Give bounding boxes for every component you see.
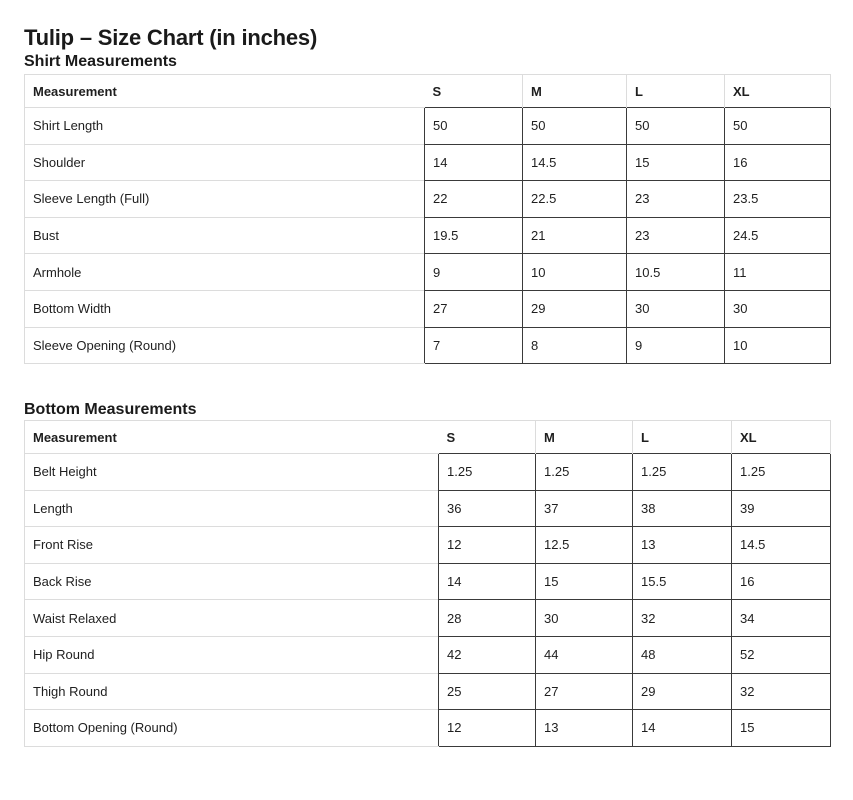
- table-row: [25, 600, 831, 637]
- measurement-value: 15: [536, 563, 633, 600]
- table-row: [25, 254, 831, 291]
- page-title: Tulip – Size Chart (in inches): [24, 25, 318, 50]
- measurement-value: 14.5: [732, 527, 831, 564]
- measurement-value: 32: [732, 673, 831, 710]
- table-row: [25, 673, 831, 710]
- measurement-label: Belt Height: [25, 454, 439, 491]
- measurement-value: 1.25: [633, 454, 732, 491]
- measurement-value: 30: [725, 290, 831, 327]
- column-header-xl: XL: [725, 75, 831, 108]
- measurement-value: 10: [523, 254, 627, 291]
- measurement-value: 16: [725, 144, 831, 181]
- measurement-value: 44: [536, 636, 633, 673]
- table-row: [25, 327, 831, 364]
- column-header-m: M: [536, 421, 633, 454]
- measurement-value: 15.5: [633, 563, 732, 600]
- measurement-value: 30: [627, 290, 725, 327]
- measurement-value: 8: [523, 327, 627, 364]
- measurement-label: Bottom Opening (Round): [25, 710, 439, 747]
- column-header-measurement: Measurement: [25, 75, 425, 108]
- measurement-value: 12: [439, 527, 536, 564]
- measurement-label: Bust: [25, 217, 425, 254]
- table-row: [25, 181, 831, 218]
- measurement-label: Length: [25, 490, 439, 527]
- measurement-value: 30: [536, 600, 633, 637]
- measurement-value: 42: [439, 636, 536, 673]
- measurement-value: 36: [439, 490, 536, 527]
- measurement-value: 1.25: [439, 454, 536, 491]
- measurement-value: 10.5: [627, 254, 725, 291]
- measurement-value: 28: [439, 600, 536, 637]
- measurement-value: 14: [633, 710, 732, 747]
- measurement-label: Back Rise: [25, 563, 439, 600]
- measurement-value: 50: [627, 108, 725, 145]
- measurement-value: 11: [725, 254, 831, 291]
- measurement-value: 16: [732, 563, 831, 600]
- measurement-value: 34: [732, 600, 831, 637]
- measurement-label: Bottom Width: [25, 290, 425, 327]
- measurement-value: 32: [633, 600, 732, 637]
- measurement-value: 21: [523, 217, 627, 254]
- measurement-value: 38: [633, 490, 732, 527]
- measurement-value: 37: [536, 490, 633, 527]
- table-row: [25, 636, 831, 673]
- measurement-value: 14: [425, 144, 523, 181]
- measurement-value: 50: [725, 108, 831, 145]
- measurement-value: 9: [425, 254, 523, 291]
- measurement-label: Thigh Round: [25, 673, 439, 710]
- measurement-value: 25: [439, 673, 536, 710]
- measurement-value: 1.25: [536, 454, 633, 491]
- table-row: [25, 217, 831, 254]
- table-row: [25, 490, 831, 527]
- table-row: [25, 710, 831, 747]
- measurement-value: 29: [523, 290, 627, 327]
- measurement-label: Shoulder: [25, 144, 425, 181]
- measurement-value: 27: [536, 673, 633, 710]
- table-row: [25, 527, 831, 564]
- measurement-label: Front Rise: [25, 527, 439, 564]
- measurement-label: Hip Round: [25, 636, 439, 673]
- shirt-section-title: Shirt Measurements: [24, 53, 177, 70]
- measurement-value: 13: [536, 710, 633, 747]
- measurement-value: 14: [439, 563, 536, 600]
- measurement-label: Shirt Length: [25, 108, 425, 145]
- measurement-value: 50: [523, 108, 627, 145]
- table-row: [25, 290, 831, 327]
- measurement-value: 12: [439, 710, 536, 747]
- measurement-value: 14.5: [523, 144, 627, 181]
- measurement-value: 27: [425, 290, 523, 327]
- measurement-value: 7: [425, 327, 523, 364]
- column-header-xl: XL: [732, 421, 831, 454]
- measurement-value: 19.5: [425, 217, 523, 254]
- measurement-label: Sleeve Length (Full): [25, 181, 425, 218]
- size-chart-page: [24, 24, 830, 736]
- measurement-value: 22: [425, 181, 523, 218]
- measurement-value: 48: [633, 636, 732, 673]
- measurement-label: Sleeve Opening (Round): [25, 327, 425, 364]
- measurement-value: 22.5: [523, 181, 627, 218]
- measurement-value: 29: [633, 673, 732, 710]
- bottom-section: [24, 400, 830, 747]
- column-header-l: L: [633, 421, 732, 454]
- measurement-value: 1.25: [732, 454, 831, 491]
- measurement-label: Armhole: [25, 254, 425, 291]
- measurement-value: 12.5: [536, 527, 633, 564]
- measurement-value: 24.5: [725, 217, 831, 254]
- table-row: [25, 108, 831, 145]
- bottom-measurements-table: [24, 420, 831, 747]
- measurement-value: 15: [627, 144, 725, 181]
- column-header-s: S: [425, 75, 523, 108]
- table-row: [25, 144, 831, 181]
- measurement-value: 23.5: [725, 181, 831, 218]
- measurement-value: 10: [725, 327, 831, 364]
- shirt-measurements-table: [24, 74, 831, 364]
- measurement-value: 23: [627, 217, 725, 254]
- measurement-value: 39: [732, 490, 831, 527]
- bottom-section-title: Bottom Measurements: [24, 401, 197, 418]
- measurement-value: 15: [732, 710, 831, 747]
- measurement-value: 50: [425, 108, 523, 145]
- column-header-l: L: [627, 75, 725, 108]
- column-header-measurement: Measurement: [25, 421, 439, 454]
- column-header-m: M: [523, 75, 627, 108]
- measurement-value: 52: [732, 636, 831, 673]
- measurement-label: Waist Relaxed: [25, 600, 439, 637]
- column-header-s: S: [439, 421, 536, 454]
- table-row: [25, 563, 831, 600]
- table-row: [25, 454, 831, 491]
- measurement-value: 23: [627, 181, 725, 218]
- table-header-row: [25, 75, 831, 108]
- measurement-value: 13: [633, 527, 732, 564]
- table-header-row: [25, 421, 831, 454]
- measurement-value: 9: [627, 327, 725, 364]
